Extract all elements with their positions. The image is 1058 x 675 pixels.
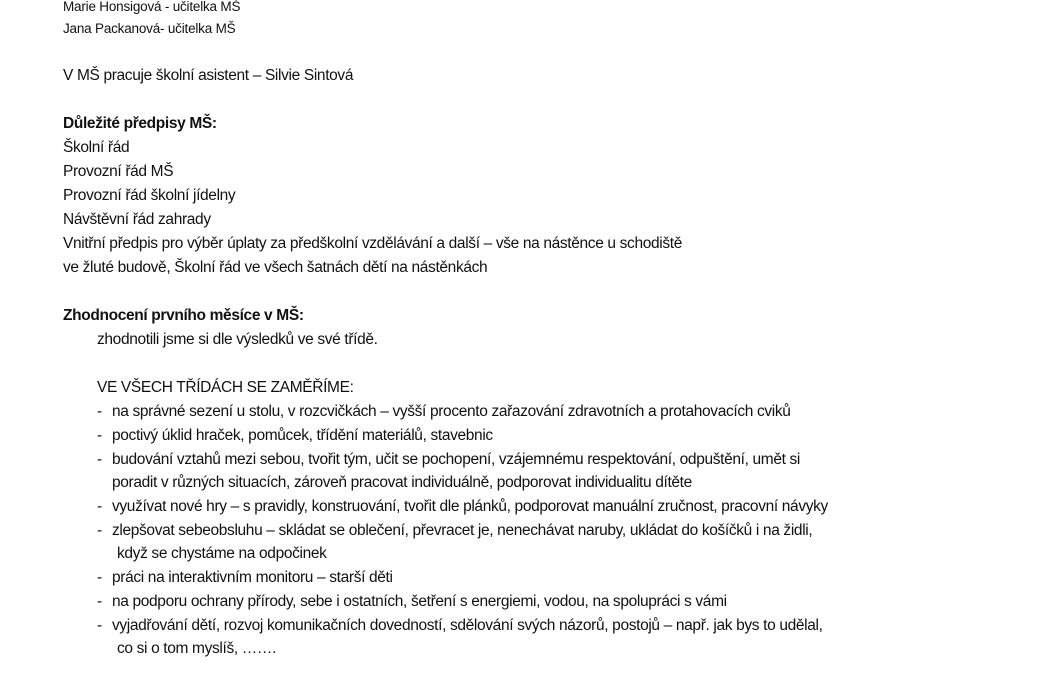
focus-point-line: na správné sezení u stolu, v rozcvičkách – vyšší procento zařazování zdravotních a protahovacích cviků [112,403,791,420]
bullet-dash: - [97,593,103,610]
bullet-dash: - [97,522,103,539]
bullet-dash: - [97,451,103,468]
regulation-item: ve žluté budově, Školní řád ve všech šatnách dětí na nástěnkách [63,259,488,276]
focus-point-line: budování vztahů mezi sebou, tvořit tým, učit se pochopení, vzájemnému respektování, odpuštění, umět si [112,451,801,468]
evaluation-heading: Zhodnocení prvního měsíce v MŠ: [63,307,304,324]
regulation-item: Vnitřní předpis pro výběr úplaty za předškolní vzdělávání a další – vše na nástěnce u schodiště [63,235,682,252]
staff-line: Marie Honsigová - učitelka MŠ [63,0,241,14]
regulation-item: Návštěvní řád zahrady [63,211,211,228]
focus-point-line: když se chystáme na odpočinek [117,545,327,562]
focus-point-line: co si o tom myslíš, ……. [117,640,277,657]
focus-point-line: na podporu ochrany přírody, sebe i ostatních, šetření s energiemi, vodou, na spolupráci s vámi [112,593,727,610]
bullet-dash: - [97,427,103,444]
focus-point-line: vyjadřování dětí, rozvoj komunikačních dovedností, sdělování svých názorů, postojů – např. jak bys to udělal, [112,617,823,634]
focus-point-line: poctivý úklid hraček, pomůcek, třídění materiálů, stavebnic [112,427,493,444]
focus-point-line: poradit v různých situacích, zároveň pracovat individuálně, podporovat individualitu dítěte [112,474,692,491]
regulation-item: Provozní řád MŠ [63,163,174,180]
focus-point-line: práci na interaktivním monitoru – starší děti [112,569,393,586]
evaluation-text: zhodnotili jsme si dle výsledků ve své třídě. [97,331,378,348]
bullet-dash: - [97,498,103,515]
regulation-item: Provozní řád školní jídelny [63,187,236,204]
focus-point-line: zlepšovat sebeobsluhu – skládat se oblečení, převracet je, nenechávat naruby, ukládat do košíčků i na židli, [112,522,813,539]
staff-line: Jana Packanová- učitelka MŠ [63,21,236,36]
bullet-dash: - [97,617,103,634]
focus-heading: VE VŠECH TŘÍDÁCH SE ZAMĚŘÍME: [97,379,354,396]
focus-point-line: využívat nové hry – s pravidly, konstruování, tvořit dle plánků, podporovat manuální zručnost, pracovní návyky [112,498,828,515]
assistant-line: V MŠ pracuje školní asistent – Silvie Sintová [63,67,354,84]
regulation-item: Školní řád [63,139,130,156]
bullet-dash: - [97,569,103,586]
bullet-dash: - [97,403,103,420]
regulations-heading: Důležité předpisy MŠ: [63,115,217,132]
